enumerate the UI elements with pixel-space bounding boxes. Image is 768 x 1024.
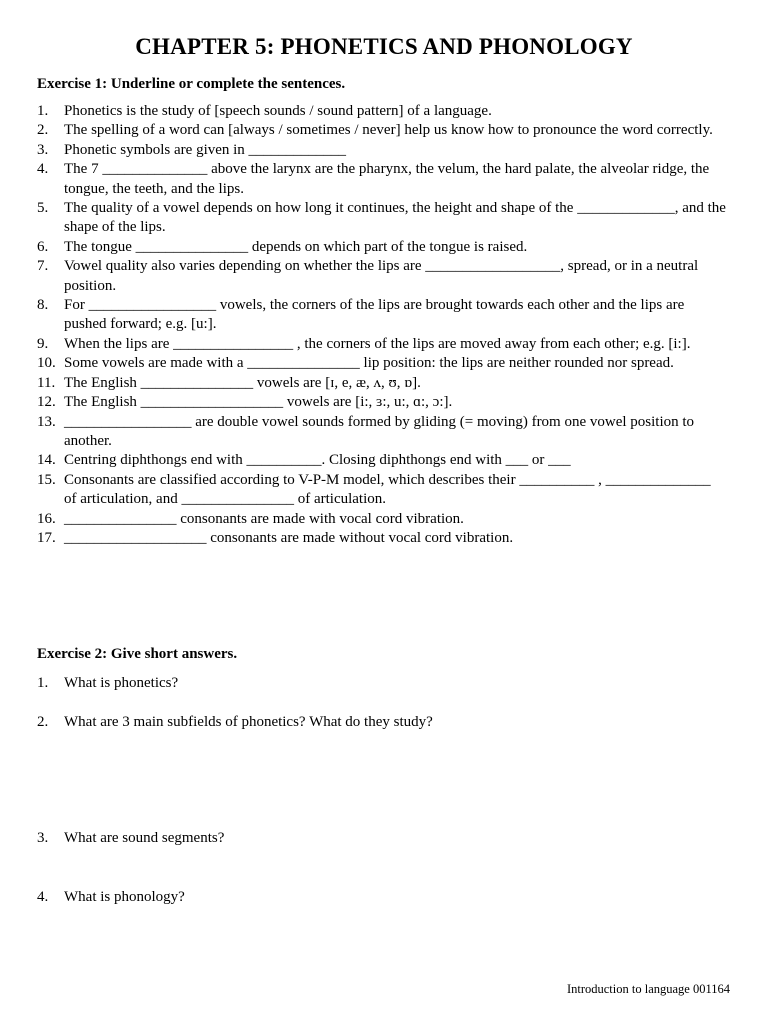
item-number: 3.	[37, 830, 49, 846]
item-number: 4.	[37, 889, 49, 905]
exercise-1-item	[0, 471, 726, 510]
item-text: _______________ consonants are made with vocal cord vibration.	[64, 510, 464, 527]
item-number: 6.	[37, 238, 49, 255]
exercise-1-heading: Exercise 1: Underline or complete the sentences.	[37, 76, 346, 92]
exercise-1-item	[0, 354, 726, 373]
item-text: What are 3 main subfields of phonetics? What do they study?	[64, 714, 433, 730]
exercise-1-item	[0, 393, 726, 412]
item-text: The tongue _______________ depends on which part of the tongue is raised.	[64, 238, 528, 255]
item-text: Consonants are classified according to V-P-M model, which describes their __________ , ______________ of articulation, and _______________ of articulation.	[64, 471, 711, 508]
exercise-1-item	[0, 529, 726, 548]
item-number: 15.	[37, 471, 56, 488]
item-number: 1.	[37, 103, 49, 119]
item-text: The quality of a vowel depends on how long it continues, the height and shape of the _____________, and the shape of the lips.	[64, 200, 726, 236]
item-text: _________________ are double vowel sounds formed by gliding (= moving) from one vowel position to another.	[64, 413, 695, 449]
item-text: Phonetics is the study of [speech sounds / sound pattern] of a language.	[64, 103, 492, 119]
item-number: 14.	[37, 452, 56, 469]
exercise-1-item	[0, 199, 726, 238]
item-number: 2.	[37, 122, 49, 139]
exercise-2-list	[0, 713, 726, 732]
exercise-1-item	[0, 451, 726, 470]
exercise-1-item	[0, 102, 726, 121]
exercise-2-item	[0, 674, 726, 693]
item-text: Centring diphthongs end with __________. Closing diphthongs end with ___ or ___	[64, 452, 571, 469]
exercise-1-item	[0, 238, 726, 257]
item-text: ___________________ consonants are made without vocal cord vibration.	[64, 529, 514, 546]
item-number: 17.	[37, 529, 56, 546]
item-number: 9.	[37, 335, 49, 352]
exercise-1-item	[0, 413, 726, 452]
item-number: 7.	[37, 258, 49, 275]
exercise-1-item	[0, 121, 726, 140]
exercise-1-list	[0, 102, 726, 548]
exercise-2-list	[0, 888, 726, 907]
item-number: 13.	[37, 413, 56, 430]
exercise-1-item	[0, 335, 726, 354]
exercise-2-item	[0, 713, 726, 732]
exercise-2-heading: Exercise 2: Give short answers.	[37, 646, 238, 662]
exercise-1-item	[0, 296, 726, 335]
page-title: CHAPTER 5: PHONETICS AND PHONOLOGY	[135, 34, 633, 59]
item-number: 2.	[37, 714, 49, 730]
item-text: What is phonetics?	[64, 675, 179, 691]
item-number: 12.	[37, 394, 56, 411]
item-text: Phonetic symbols are given in _____________	[64, 141, 347, 158]
item-number: 1.	[37, 675, 49, 691]
item-text: When the lips are ________________ , the corners of the lips are moved away from each other; e.g. [i:].	[64, 335, 691, 352]
exercise-1-item	[0, 141, 726, 160]
exercise-1-item	[0, 257, 726, 296]
exercise-2-item	[0, 829, 726, 848]
item-number: 4.	[37, 161, 49, 178]
item-text: Vowel quality also varies depending on whether the lips are __________________, spread, or in a neutral position.	[64, 258, 699, 294]
page-footer: Introduction to language 001164	[566, 982, 730, 996]
item-number: 5.	[37, 200, 49, 217]
exercise-1-item	[0, 510, 726, 529]
exercise-2-item	[0, 888, 726, 907]
item-text: The English ___________________ vowels are [i:, ɜ:, u:, ɑ:, ɔ:].	[64, 394, 453, 411]
item-text: The English _______________ vowels are [ɪ, e, æ, ʌ, ʊ, ɒ].	[64, 374, 421, 391]
item-text: What are sound segments?	[64, 830, 225, 846]
item-number: 11.	[37, 374, 56, 391]
exercise-1-item	[0, 374, 726, 393]
item-text: The 7 ______________ above the larynx are the pharynx, the velum, the hard palate, the alveolar ridge, the tongue, the teeth, and the lips.	[64, 161, 710, 197]
exercise-1-item	[0, 160, 726, 199]
item-number: 3.	[37, 141, 49, 158]
exercise-2-list	[0, 674, 726, 693]
item-number: 16.	[37, 510, 56, 527]
item-text: Some vowels are made with a _______________ lip position: the lips are neither rounded nor spread.	[64, 355, 674, 372]
exercise-2-list	[0, 829, 726, 848]
item-number: 8.	[37, 297, 49, 314]
item-text: The spelling of a word can [always / sometimes / never] help us know how to pronounce the word correctly.	[64, 122, 713, 139]
item-number: 10.	[37, 355, 56, 372]
item-text: For _________________ vowels, the corners of the lips are brought towards each other and the lips are pushed forward; e.g. [u:].	[64, 297, 685, 333]
item-text: What is phonology?	[64, 889, 185, 905]
